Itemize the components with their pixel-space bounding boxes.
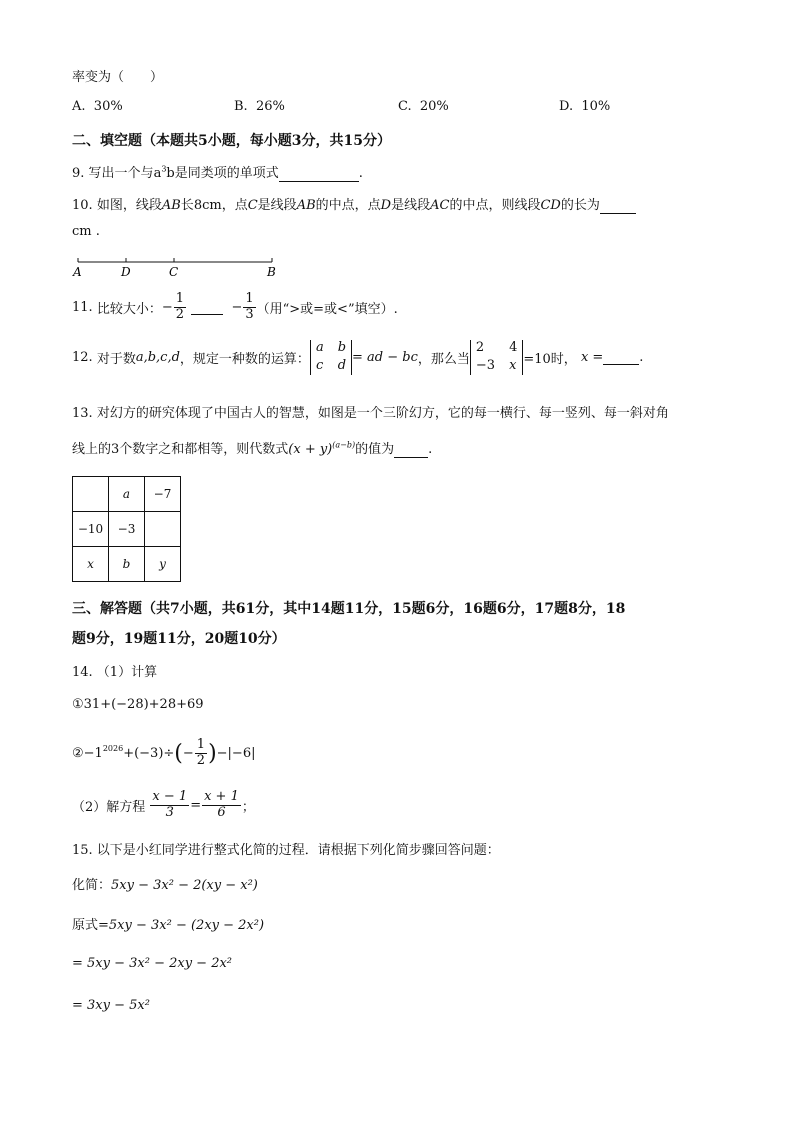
table-cell: y [145,547,181,582]
q14-expression-1: ①31+(−28)+28+69 [72,697,204,712]
table-cell: a [109,477,145,512]
table-cell [73,477,109,512]
q8-option-c: C. 20% [398,99,449,114]
label-c: C [169,265,179,279]
label-b: B [267,265,276,279]
section3-heading-line1: 三、解答题（共7小题，共61分，其中14题11分，15题6分，16题6分，17题8分，18 [72,601,626,617]
table-cell: b [109,547,145,582]
answer-blank[interactable] [603,349,639,365]
answer-blank[interactable] [600,198,636,214]
q15-step-2: 原式=5xy − 3x² − (2xy − 2x²) [72,918,265,933]
table-row [73,547,181,582]
q15-step-4: = 3xy − 5x² [72,998,150,1013]
q14-part2: （2）解方程 $\frac{x - 1}{3}$ = $\frac{x + 1}{6}$ ； [72,789,255,820]
magic-square-table [72,476,181,582]
fraction-1-2: $\frac{1}{2}$ [175,291,185,322]
table-row [73,512,181,547]
table-cell: −7 [145,477,181,512]
determinant-abcd: a b c d [310,340,352,375]
q14-title: 14. （1）计算 [72,665,158,680]
q13-line2: 线上的3个数字之和都相等，则代数式$(x + y)^{(a-b)}$的值为 . [72,440,433,457]
q10-unit: cm . [72,224,100,239]
question-11: 11. 比较大小： − $\frac{1}{2}$ − $\frac{1}{3}$ （用“>或=或<”填空）. [72,291,398,322]
table-cell: x [73,547,109,582]
section3-heading-line2: 题9分，19题11分，20题10分） [72,631,286,647]
segment-figure [70,252,286,282]
table-row [73,477,181,512]
table-cell [145,512,181,547]
answer-blank[interactable] [394,442,428,458]
label-d: D [121,265,131,279]
q8-option-d: D. 10% [559,99,611,114]
answer-blank[interactable] [279,166,359,182]
q8-option-a: A. 30% [72,99,123,114]
q13-line1: 13. 对幻方的研究体现了中国古人的智慧，如图是一个三阶幻方，它的每一横行、每一竖列、每一斜对角 [72,406,669,421]
question-10: 10. 如图，线段AB长8cm，点C是线段AB的中点，点D是线段AC的中点，则线段CD的长为 [72,194,636,214]
fraction-left: $\frac{x - 1}{3}$ [152,789,188,820]
q8-stem-tail: 率变为（ ） [72,70,164,85]
table-cell: −3 [109,512,145,547]
table-cell: −10 [73,512,109,547]
question-12: 12. 对于数 a,b,c,d ，规定一种数的运算： a b c d = ad − bc ，那么当 2 4 −3 x =10时， x = . [72,340,644,374]
fraction-1-3: $\frac{1}{3}$ [245,291,254,322]
section2-heading: 二、填空题（本题共5小题，每小题3分，共15分） [72,133,391,149]
q15-intro: 15. 以下是小红同学进行整式化简的过程．请根据下列化简步骤回答问题： [72,843,500,858]
question-9: 9. 写出一个与$a^3b$是同类项的单项式 . [72,164,363,181]
label-a: A [73,265,82,279]
fraction-1-2: $\frac{1}{2}$ [196,737,206,768]
determinant-numeric: 2 4 −3 x [470,340,523,375]
q15-step-3: = 5xy − 3x² − 2xy − 2x² [72,956,233,971]
fraction-right: $\frac{x + 1}{6}$ [204,789,239,820]
q15-step-1: 化简：5xy − 3x² − 2(xy − x²) [72,878,258,893]
q8-option-b: B. 26% [234,99,285,114]
q14-expression-2: ②−1 $^{2026}$ +(−3)÷ ( − $\frac{1}{2}$ ) −|−6| [72,737,256,768]
answer-blank[interactable] [191,299,223,315]
